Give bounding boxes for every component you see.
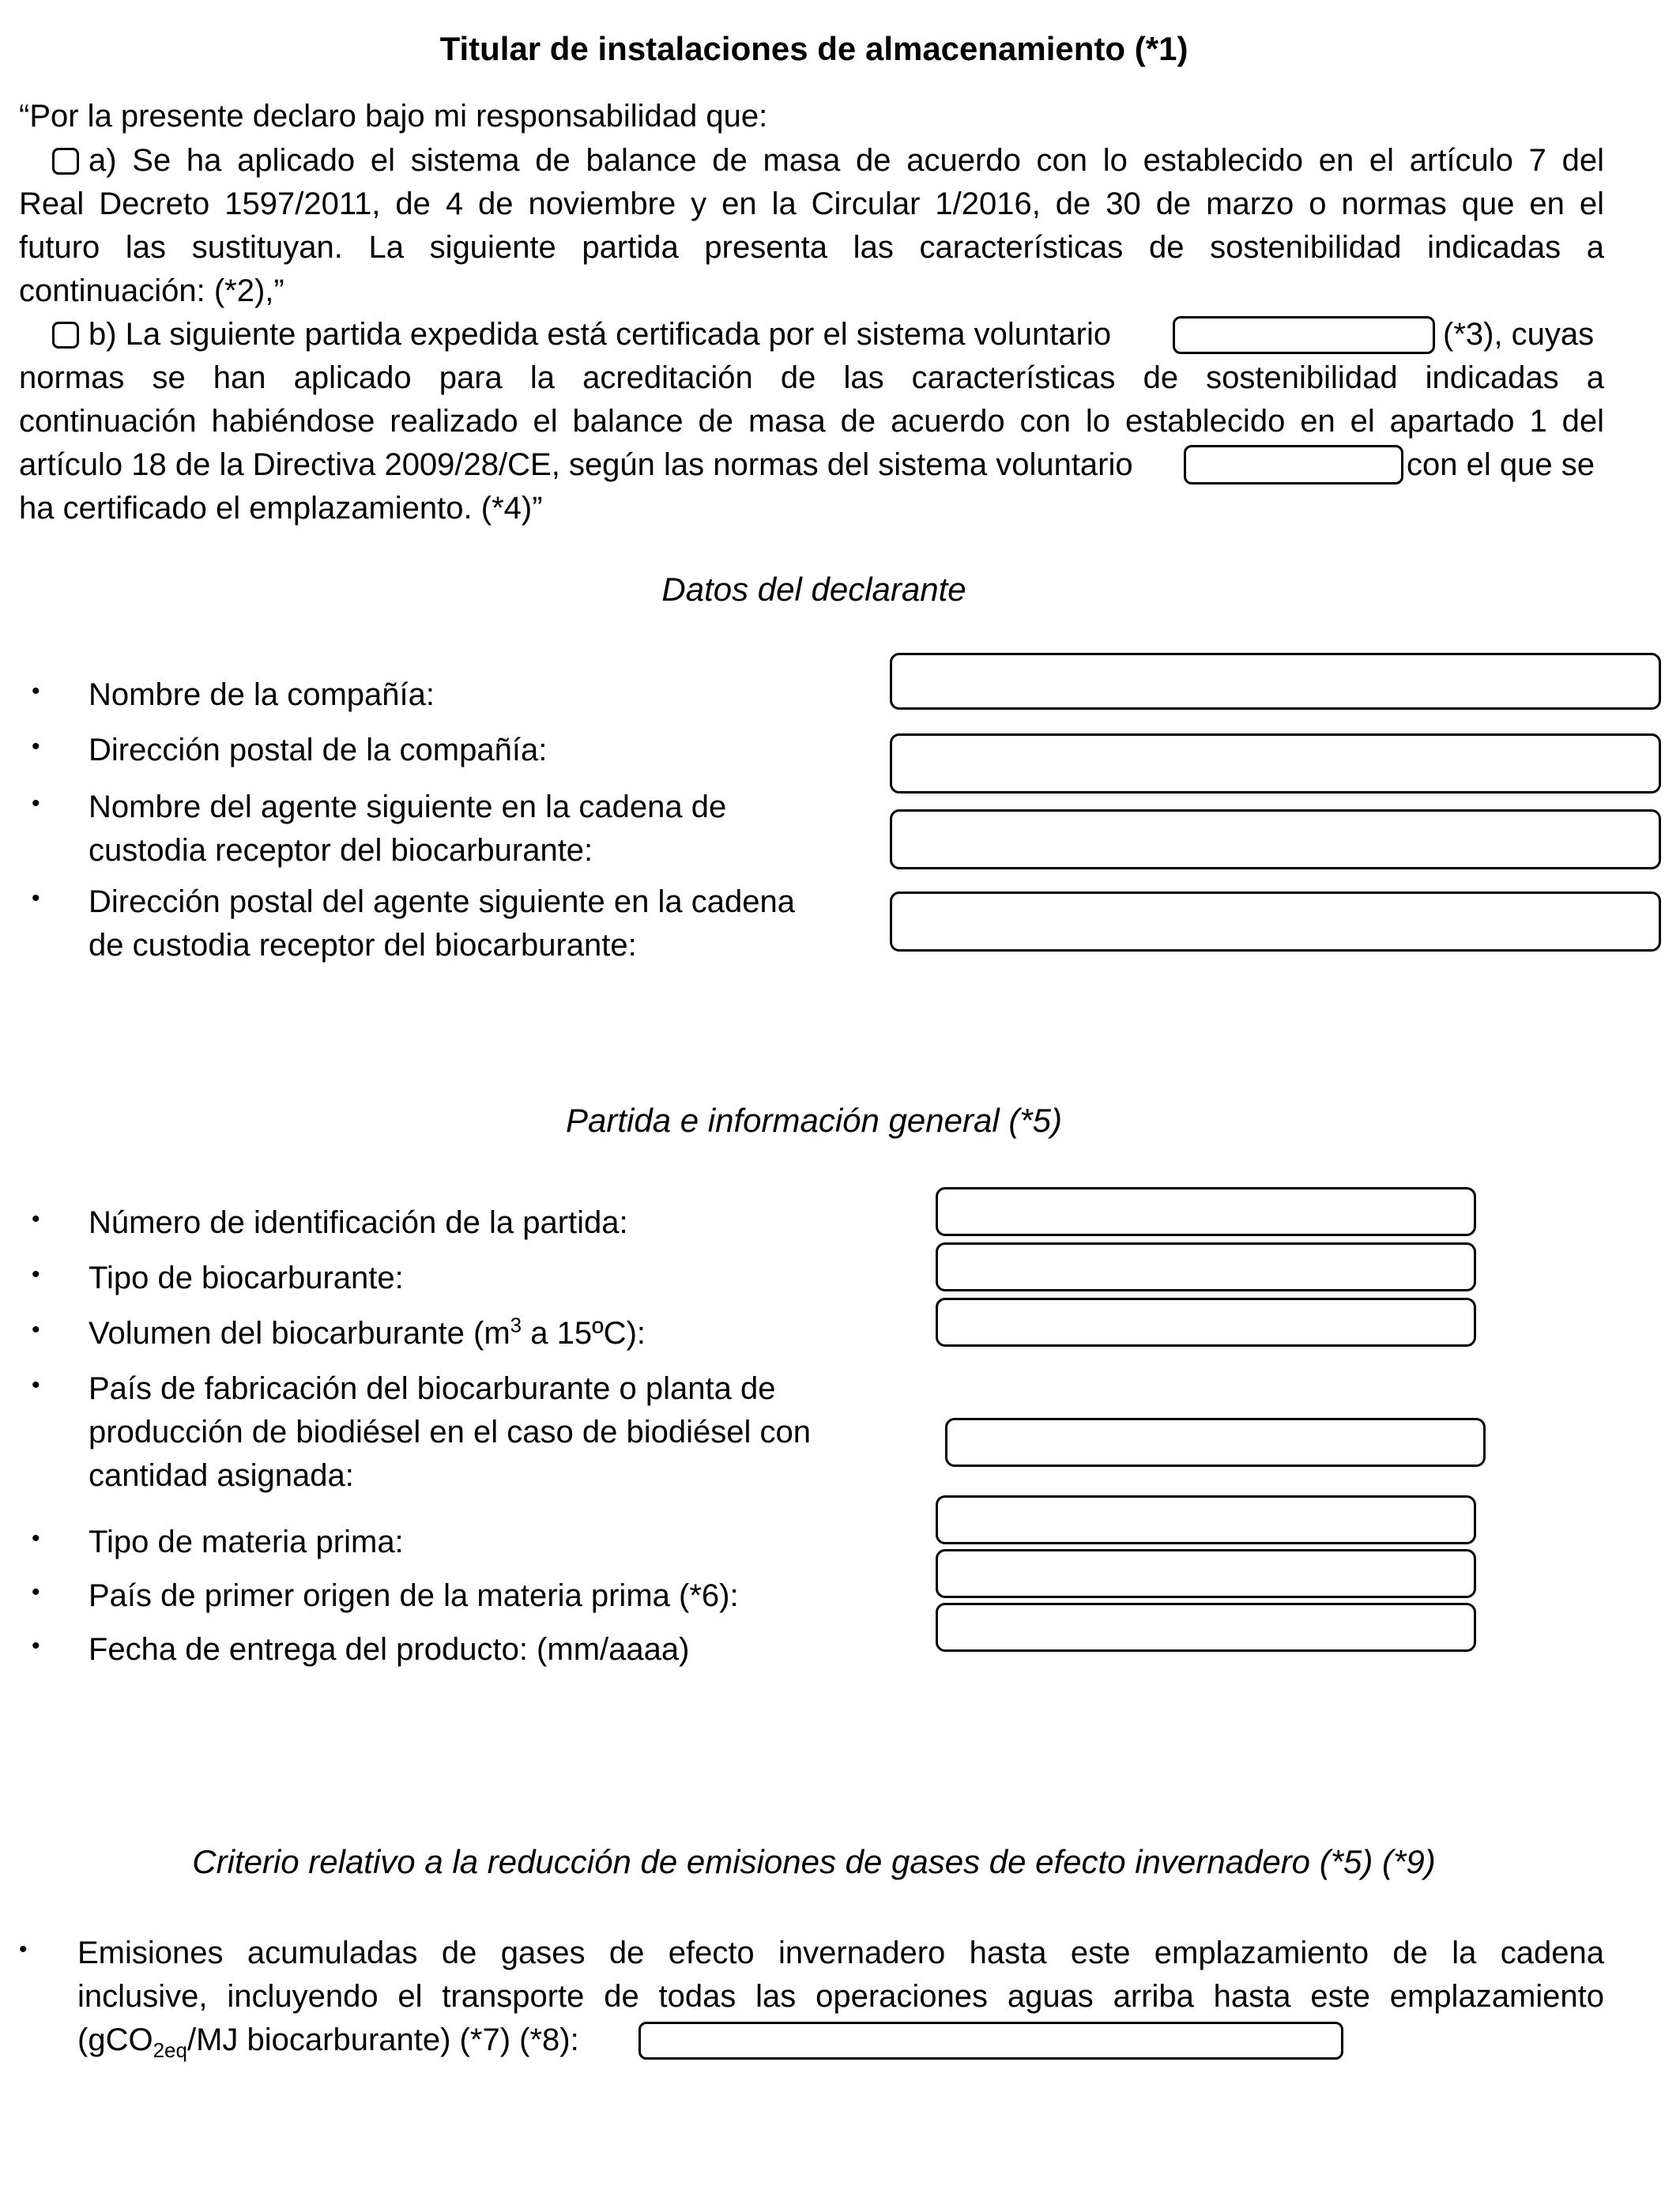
- biofuel-volume-field[interactable]: [936, 1298, 1476, 1347]
- option-a-line-3: futuro las sustituyan. La siguiente partida presenta las características de sostenibilidad indicadas a: [19, 230, 1604, 265]
- manufacture-country-label-3: cantidad asignada:: [89, 1458, 354, 1493]
- ghg-emissions-field[interactable]: [638, 2022, 1343, 2060]
- batch-id-field[interactable]: [936, 1187, 1476, 1236]
- cubic-superscript: 3: [510, 1313, 522, 1337]
- declaration-intro: “Por la presente declaro bajo mi responsabilidad que:: [19, 99, 768, 134]
- manufacture-country-field[interactable]: [945, 1418, 1486, 1467]
- batch-id-label: Número de identificación de la partida:: [89, 1205, 628, 1240]
- next-agent-address-field[interactable]: [890, 892, 1661, 952]
- company-address-field[interactable]: [890, 733, 1661, 794]
- bullet-icon: •: [32, 1317, 40, 1343]
- bullet-icon: •: [32, 678, 40, 704]
- option-b-line-4-pre: artículo 18 de la Directiva 2009/28/CE, según las normas del sistema voluntario: [19, 447, 1133, 482]
- bullet-icon: •: [32, 1525, 40, 1551]
- bullet-icon: •: [19, 1936, 28, 1962]
- next-agent-name-field[interactable]: [890, 809, 1661, 869]
- ghg-line-3: [77, 2019, 579, 2062]
- voluntary-scheme-field-2[interactable]: [1184, 445, 1403, 484]
- manufacture-country-label-1: País de fabricación del biocarburante o planta de: [89, 1371, 776, 1406]
- next-agent-address-label-1: Dirección postal del agente siguiente en la cadena: [89, 884, 795, 919]
- option-b-line-5: ha certificado el emplazamiento. (*4)”: [19, 491, 543, 526]
- voluntary-scheme-field-1[interactable]: [1173, 316, 1435, 354]
- feedstock-origin-field[interactable]: [936, 1549, 1476, 1598]
- next-agent-name-label-1: Nombre del agente siguiente en la cadena de: [89, 790, 727, 824]
- feedstock-origin-label: País de primer origen de la materia prima (*6):: [89, 1578, 739, 1613]
- bullet-icon: •: [32, 885, 40, 911]
- ghg-unit-prefix: (gCO: [77, 2022, 153, 2057]
- ghg-heading: Criterio relativo a la reducción de emisiones de gases de efecto invernadero (*5) (*9): [192, 1843, 1436, 1880]
- option-a-line-2: Real Decreto 1597/2011, de 4 de noviembre y en la Circular 1/2016, de 30 de marzo o normas que en el: [19, 187, 1604, 221]
- next-agent-name-label-2: custodia receptor del biocarburante:: [89, 833, 593, 868]
- delivery-date-label: Fecha de entrega del producto: (mm/aaaa): [89, 1632, 690, 1667]
- delivery-date-field[interactable]: [936, 1603, 1476, 1652]
- option-b-line-4-post: con el que se: [1407, 447, 1595, 482]
- bullet-icon: •: [32, 733, 40, 760]
- feedstock-type-field[interactable]: [936, 1495, 1476, 1544]
- batch-heading: Partida e información general (*5): [566, 1102, 1062, 1139]
- option-a-checkbox[interactable]: [52, 148, 79, 175]
- declarant-heading: Datos del declarante: [661, 571, 966, 608]
- option-b-line-1-post: (*3), cuyas: [1443, 317, 1595, 352]
- bullet-icon: •: [32, 1633, 40, 1659]
- company-name-field[interactable]: [890, 653, 1661, 710]
- bullet-icon: •: [32, 790, 40, 816]
- biofuel-volume-label-text: Volumen del biocarburante (m: [89, 1316, 510, 1351]
- ghg-line-1: Emisiones acumuladas de gases de efecto invernadero hasta este emplazamiento de la cadena: [77, 1936, 1604, 1970]
- next-agent-address-label-2: de custodia receptor del biocarburante:: [89, 928, 637, 963]
- ghg-unit-subscript: 2eq: [153, 2038, 187, 2062]
- bullet-icon: •: [32, 1206, 40, 1232]
- option-a-line-1: a) Se ha aplicado el sistema de balance de masa de acuerdo con lo establecido en el artículo 7 del: [89, 143, 1604, 178]
- company-name-label: Nombre de la compañía:: [89, 677, 435, 712]
- option-b-checkbox[interactable]: [52, 322, 79, 349]
- document-title: Titular de instalaciones de almacenamiento (*1): [439, 30, 1188, 67]
- bullet-icon: •: [32, 1261, 40, 1287]
- option-b-line-2: normas se han aplicado para la acreditación de las características de sostenibilidad indicadas a: [19, 360, 1604, 395]
- option-b-line-1-pre: b) La siguiente partida expedida está certificada por el sistema voluntario: [89, 317, 1112, 352]
- option-a-line-4: continuación: (*2),”: [19, 273, 284, 308]
- option-b-line-3: continuación habiéndose realizado el balance de masa de acuerdo con lo establecido en el apartado 1 del: [19, 404, 1604, 439]
- ghg-line-2: inclusive, incluyendo el transporte de todas las operaciones aguas arriba hasta este emplazamiento: [77, 1979, 1604, 2014]
- company-address-label: Dirección postal de la compañía:: [89, 733, 548, 767]
- bullet-icon: •: [32, 1579, 40, 1605]
- biofuel-volume-label-suffix: a 15ºC):: [522, 1316, 646, 1351]
- bullet-icon: •: [32, 1372, 40, 1398]
- manufacture-country-label-2: producción de biodiésel en el caso de biodiésel con: [89, 1415, 811, 1449]
- feedstock-type-label: Tipo de materia prima:: [89, 1525, 404, 1559]
- biofuel-volume-label: [89, 1312, 646, 1355]
- ghg-unit-suffix: /MJ biocarburante) (*7) (*8):: [186, 2022, 579, 2057]
- biofuel-type-label: Tipo de biocarburante:: [89, 1261, 404, 1295]
- biofuel-type-field[interactable]: [936, 1242, 1476, 1291]
